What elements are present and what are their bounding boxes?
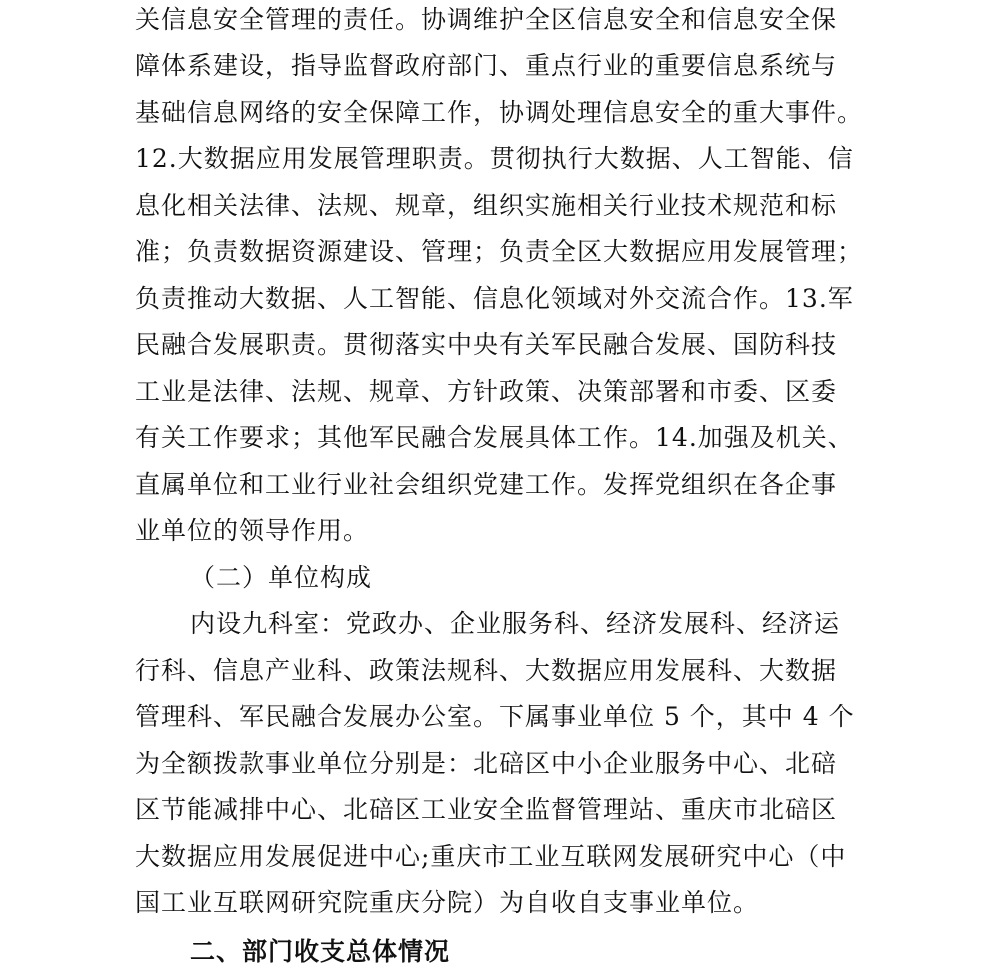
text-line: 息化相关法律、法规、规章，组织实施相关行业技术规范和标: [135, 191, 838, 220]
text-line: 行科、信息产业科、政策法规科、大数据应用发展科、大数据: [135, 656, 838, 685]
text-line: 基础信息网络的安全保障工作，协调处理信息安全的重大事件。: [135, 98, 864, 127]
text-line: 区节能减排中心、北碚区工业安全监督管理站、重庆市北碚区: [135, 795, 838, 824]
subsection-heading: （二）单位构成: [190, 563, 373, 592]
text-line: 关信息安全管理的责任。协调维护全区信息安全和信息安全保: [135, 5, 838, 34]
text-line: 障体系建设，指导监督政府部门、重点行业的重要信息系统与: [135, 51, 838, 80]
text-line: 工业是法律、法规、规章、方针政策、决策部署和市委、区委: [135, 377, 838, 406]
text-line: 直属单位和工业行业社会组织党建工作。发挥党组织在各企事: [135, 470, 838, 499]
text-line: 国工业互联网研究院重庆分院）为自收自支事业单位。: [135, 888, 760, 917]
text-line: 管理科、军民融合发展办公室。下属事业单位 5 个，其中 4 个: [135, 702, 855, 731]
text-line: 为全额拨款事业单位分别是：北碚区中小企业服务中心、北碚: [135, 749, 838, 778]
text-line: 民融合发展职责。贯彻落实中央有关军民融合发展、国防科技: [135, 330, 838, 359]
text-line: 大数据应用发展促进中心;重庆市工业互联网发展研究中心（中: [135, 842, 847, 871]
text-line: 内设九科室：党政办、企业服务科、经济发展科、经济运: [190, 609, 841, 638]
text-line: 有关工作要求；其他军民融合发展具体工作。14.加强及机关、: [135, 423, 854, 452]
text-line: 12.大数据应用发展管理职责。贯彻执行大数据、人工智能、信: [135, 144, 854, 173]
section-heading: 二、部门收支总体情况: [190, 937, 451, 966]
text-line: 业单位的领导作用。: [135, 516, 370, 545]
text-line: 准；负责数据资源建设、管理；负责全区大数据应用发展管理；: [135, 237, 864, 266]
text-line: 负责推动大数据、人工智能、信息化领域对外交流合作。13.军: [135, 284, 854, 313]
